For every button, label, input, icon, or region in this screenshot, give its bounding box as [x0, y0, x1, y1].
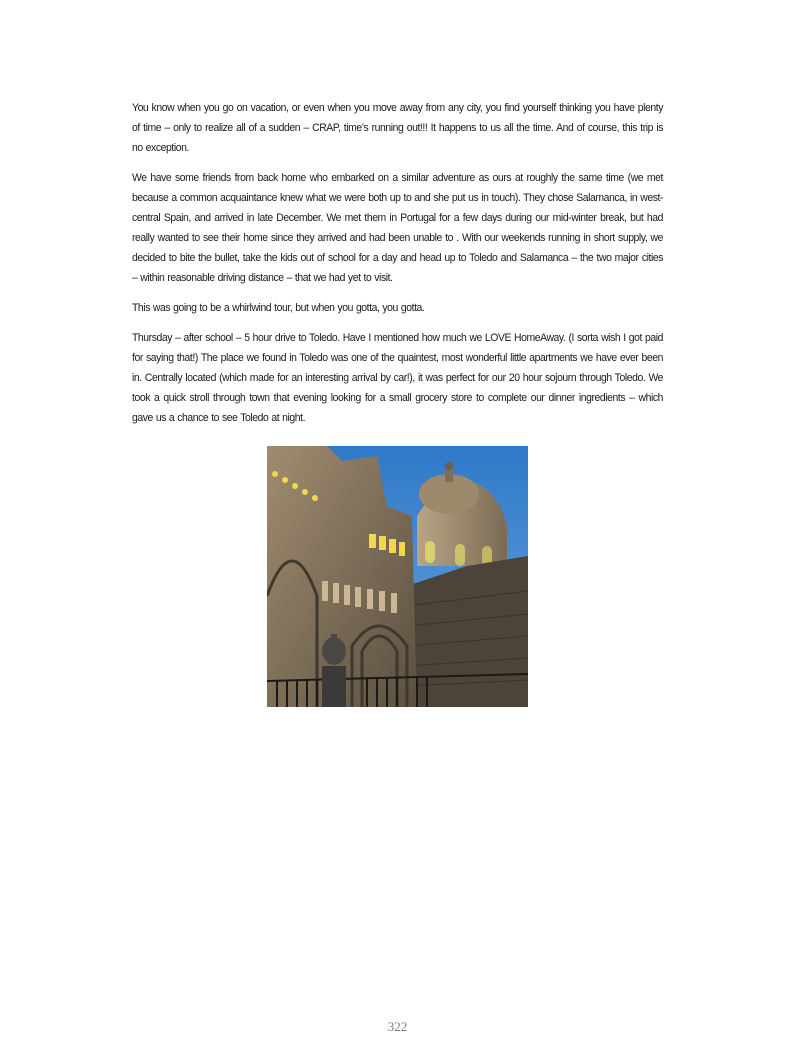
page-number: 322	[387, 1019, 408, 1034]
paragraph-whirlwind: This was going to be a whirlwind tour, but when you gotta, you gotta.	[132, 302, 425, 314]
paragraph-friends: We have some friends from back home who embarked on a similar adventure as ours at roughly the same time (we met because a common acquaintance knew what we were both up to and she put us in touch). They chose Salamanca, in west-central Spain, and arrived in late December. We met them in Portugal for a few days during our mid-winter break, but had really wanted to see their home since they arrived and had been unable to . With our weekends running in short supply, we decided to bite the bullet, take the kids out of school for a day and head up to Toledo and Salamanca – the two major cities – within reasonable driving distance – that we had yet to visit.	[132, 172, 664, 284]
paragraph-thursday: Thursday – after school – 5 hour drive to Toledo. Have I mentioned how much we LOVE HomeAway. (I sorta wish I got paid for saying that!) The place we found in Toledo was one of the quaintest, most wonderful little apartments we have ever been in. Centrally located (which made for an interesting arrival by car!), it was perfect for our 20 hour sojourn through Toledo. We took a quick stroll through town that evening looking for a small grocery store to complete our dinner ingredients – which gave us a chance to see Toledo at night.	[132, 332, 664, 424]
cathedral-illustration	[267, 446, 528, 707]
pillar-finial	[322, 634, 346, 707]
document-body	[132, 98, 663, 438]
toledo-cathedral-photo	[267, 446, 528, 707]
paragraph-intro: You know when you go on vacation, or even when you move away from any city, you find yourself thinking you have plenty of time – only to realize all of a sudden – CRAP, time’s running out!!! It happens to us all the time. And of course, this trip is no exception.	[132, 102, 664, 154]
